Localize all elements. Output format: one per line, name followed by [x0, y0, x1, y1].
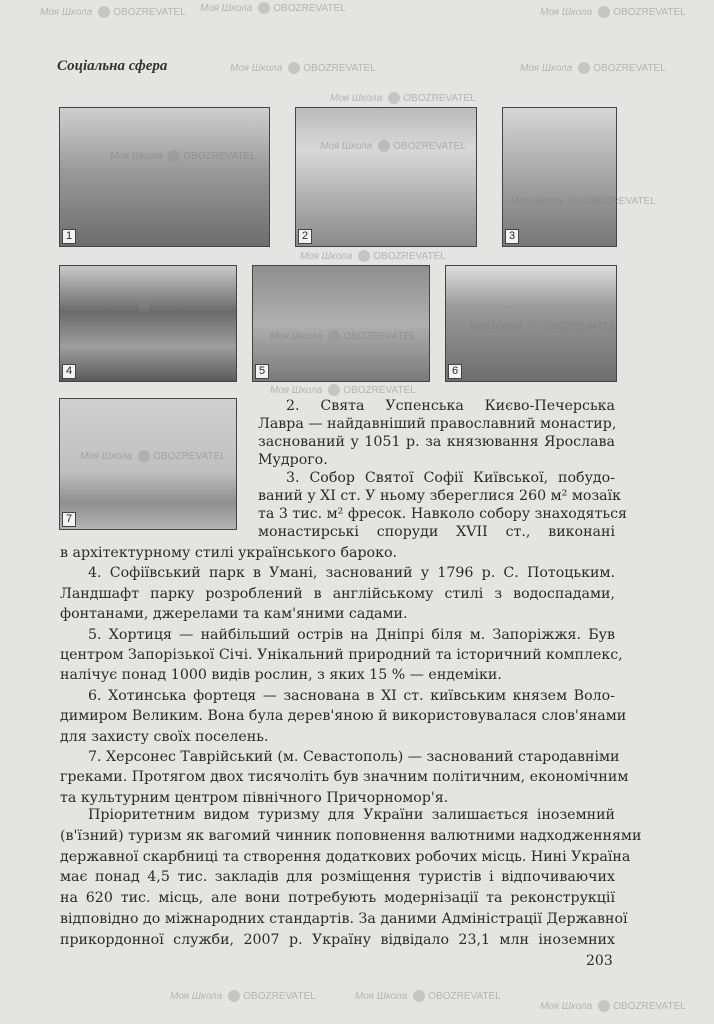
photo-number: 3: [505, 229, 519, 244]
watermark-brand: Моя Школа: [300, 251, 353, 262]
photo-number: 1: [62, 229, 76, 244]
text-line: 2. Свята Успенська Києво-Печерська: [286, 398, 615, 414]
watermark-logo-icon: [98, 6, 110, 18]
photo-chersonesus: [59, 398, 237, 530]
watermark-logo-icon: [258, 2, 270, 14]
watermark: [510, 195, 656, 209]
watermark-brand: OBOZREVATEL: [153, 451, 226, 462]
photo-saint-sophia-cathedral: [502, 107, 617, 247]
watermark: [200, 2, 346, 16]
watermark-brand: Моя Школа: [320, 141, 373, 152]
text-line: греками. Протягом двох тисячоліть був значним політичним, економічним: [60, 769, 629, 786]
watermark-brand: Моя Школа: [270, 331, 323, 342]
photo-number: 4: [62, 364, 76, 379]
photo-kamianets-fortress: [59, 107, 270, 247]
watermark: [80, 300, 226, 314]
watermark-logo-icon: [528, 320, 540, 332]
text-line: Ландшафт парку розроблений в англійському стилі з водоспадами,: [60, 585, 615, 602]
watermark: [520, 62, 666, 76]
watermark-brand: Моя Школа: [540, 1001, 593, 1012]
watermark: [270, 384, 416, 398]
text-line: налічує понад 1000 видів рослин, з яких 15 % — ендеміки.: [60, 667, 502, 684]
watermark-brand: Моя Школа: [520, 63, 573, 74]
text-line: відповідно до міжнародних стандартів. За даними Адміністрації Державної: [60, 911, 628, 927]
text-line: державної скарбниці та створення додаткових робочих місць. Нині Україна: [60, 848, 631, 865]
watermark: [540, 6, 686, 20]
page-number: 203: [586, 953, 613, 969]
text-line: має понад 4,5 тис. закладів для розміщення туристів і відпочиваючих: [60, 869, 615, 886]
watermark-brand: OBOZREVATEL: [243, 991, 316, 1002]
text-line: Пріоритетним видом туризму для України залишається іноземний: [88, 807, 615, 823]
watermark-brand: OBOZREVATEL: [613, 7, 686, 18]
text-line: ваний у XI ст. У ньому збереглися 260 м² мозаїк: [258, 488, 622, 504]
watermark-brand: OBOZREVATEL: [393, 141, 466, 152]
watermark-logo-icon: [413, 990, 425, 1002]
watermark-logo-icon: [138, 300, 150, 312]
photo-sofiyivka-park: [59, 265, 237, 382]
text-line: центром Запорізької Січі. Унікальний природний та історичний комплекс,: [60, 647, 623, 663]
photo-number: 2: [298, 229, 312, 244]
watermark-logo-icon: [578, 62, 590, 74]
watermark-brand: OBOZREVATEL: [543, 321, 616, 332]
text-line: на 620 тис. місць, але вони потребують модернізації та реконструкції: [60, 890, 615, 907]
text-line: та культурним центром північного Причорномор'я.: [60, 789, 449, 806]
watermark-brand: OBOZREVATEL: [593, 63, 666, 74]
watermark-brand: Моя Школа: [330, 93, 383, 104]
watermark: [230, 62, 376, 76]
watermark-brand: Моя Школа: [110, 151, 163, 162]
photo-number: 7: [62, 512, 76, 527]
watermark-brand: OBOZREVATEL: [343, 331, 416, 342]
watermark: [470, 320, 616, 334]
watermark-brand: OBOZREVATEL: [343, 385, 416, 396]
watermark-brand: Моя Школа: [40, 7, 93, 18]
watermark: [300, 250, 446, 264]
text-line: монастирські споруди XVII ст., виконані: [258, 524, 615, 540]
text-line: заснований у 1051 р. за князювання Ярослава: [258, 434, 615, 450]
watermark: [355, 990, 501, 1004]
watermark-brand: Моя Школа: [540, 7, 593, 18]
watermark-logo-icon: [388, 92, 400, 104]
watermark: [170, 990, 316, 1004]
watermark-logo-icon: [568, 195, 580, 207]
watermark: [270, 330, 416, 344]
photo-kyiv-pechersk-lavra: [295, 107, 477, 247]
watermark-logo-icon: [598, 1000, 610, 1012]
watermark-brand: OBOZREVATEL: [583, 196, 656, 207]
watermark-brand: OBOZREVATEL: [373, 251, 446, 262]
photo-number: 6: [448, 364, 462, 379]
watermark-brand: OBOZREVATEL: [273, 3, 346, 14]
watermark: [330, 92, 476, 106]
text-line: 4. Софіївський парк в Умані, заснований у 1796 р. С. Потоцьким.: [88, 565, 615, 582]
watermark-brand: OBOZREVATEL: [303, 63, 376, 74]
watermark: [110, 150, 256, 164]
watermark-brand: Моя Школа: [80, 451, 133, 462]
watermark-brand: Моя Школа: [510, 196, 563, 207]
watermark-brand: OBOZREVATEL: [613, 1001, 686, 1012]
text-line: (в'їзний) туризм як вагомий чинник поповнення валютними надходженнями: [60, 827, 642, 844]
watermark: [40, 6, 186, 20]
watermark-logo-icon: [288, 62, 300, 74]
watermark-brand: Моя Школа: [355, 991, 408, 1002]
watermark-logo-icon: [138, 450, 150, 462]
watermark-brand: Моя Школа: [170, 991, 223, 1002]
watermark-brand: Моя Школа: [270, 385, 323, 396]
watermark-brand: OBOZREVATEL: [428, 991, 501, 1002]
watermark-brand: Моя Школа: [200, 3, 253, 14]
photo-khortytsia: [252, 265, 430, 382]
watermark: [320, 140, 466, 154]
text-line: фонтанами, джерелами та кам'яними садами.: [60, 606, 408, 623]
watermark-brand: Моя Школа: [80, 301, 133, 312]
watermark-logo-icon: [328, 384, 340, 396]
watermark-brand: OBOZREVATEL: [153, 301, 226, 312]
text-line: Мудрого.: [258, 452, 328, 468]
watermark: [540, 1000, 686, 1014]
text-line: 7. Херсонес Таврійський (м. Севастополь) — заснований стародавніми: [88, 749, 620, 765]
watermark-brand: OBOZREVATEL: [113, 7, 186, 18]
text-line: прикордонної служби, 2007 р. Україну відвідало 23,1 млн іноземних: [60, 931, 615, 948]
section-title: Соціальна сфера: [57, 58, 168, 74]
watermark-logo-icon: [168, 150, 180, 162]
watermark: [80, 450, 226, 464]
watermark-brand: OBOZREVATEL: [403, 93, 476, 104]
watermark-logo-icon: [358, 250, 370, 262]
text-line: для захисту своїх поселень.: [60, 728, 269, 745]
watermark-logo-icon: [598, 6, 610, 18]
text-line: Лавра — найдавніший православний монастир,: [258, 416, 617, 432]
text-line: в архітектурному стилі українського бароко.: [60, 545, 398, 561]
watermark-logo-icon: [328, 330, 340, 342]
watermark-logo-icon: [378, 140, 390, 152]
text-line: димиром Великим. Вона була дерев'яною й використовувалася слов'янами: [60, 708, 627, 725]
watermark-brand: OBOZREVATEL: [183, 151, 256, 162]
watermark-brand: Моя Школа: [230, 63, 283, 74]
text-line: 6. Хотинська фортеця — заснована в XI ст. київським князем Воло-: [88, 687, 615, 704]
watermark-logo-icon: [228, 990, 240, 1002]
text-line: 3. Собор Святої Софії Київської, побудо-: [286, 470, 615, 486]
photo-number: 5: [255, 364, 269, 379]
watermark-brand: Моя Школа: [470, 321, 523, 332]
text-line: 5. Хортиця — найбільший острів на Дніпрі біля м. Запоріжжя. Був: [88, 626, 615, 643]
text-line: та 3 тис. м² фресок. Навколо собору знаходяться: [258, 506, 627, 522]
